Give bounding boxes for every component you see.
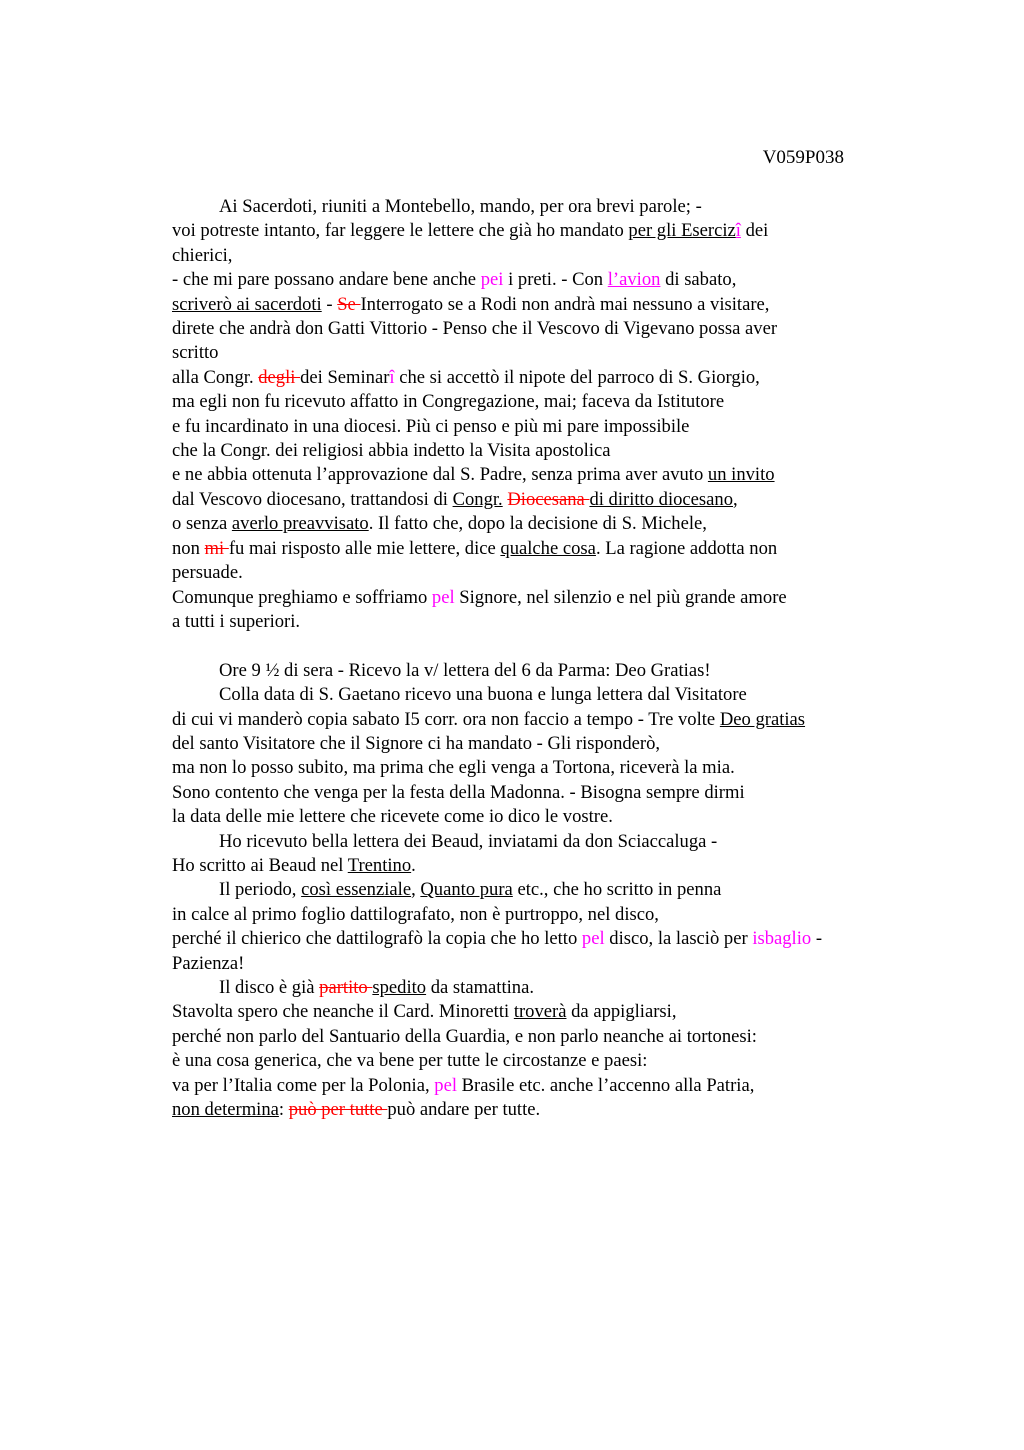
text: etc., che ho scritto in penna xyxy=(512,879,722,901)
text-line xyxy=(172,512,932,536)
text: Stavolta spero che neanche il Card. Minoretti xyxy=(172,1001,514,1023)
text-line xyxy=(172,756,932,780)
text: Ore 9 ½ di sera - Ricevo la v/ lettera del 6 da Parma: Deo Gratias! xyxy=(219,659,711,681)
text: : xyxy=(278,1099,289,1121)
text: perché il chierico che dattilografò la copia che ho letto xyxy=(172,928,582,950)
text-line xyxy=(172,878,932,902)
text: Il disco è già xyxy=(219,976,320,998)
text: Ho ricevuto bella lettera dei Beaud, inviatami da don Sciaccaluga - xyxy=(219,830,718,852)
text: o senza xyxy=(172,513,232,535)
text-line xyxy=(172,952,932,976)
text: Ho scritto ai Beaud nel xyxy=(172,854,348,876)
text-line xyxy=(172,317,932,341)
text: Signore, nel silenzio e nel più grande amore xyxy=(454,586,787,608)
text: perché non parlo del Santuario della Guardia, e non parlo neanche ai tortonesi: xyxy=(172,1025,757,1047)
underlined-text: Quanto pura xyxy=(420,879,513,901)
correction-text: pel xyxy=(431,586,455,608)
text-line xyxy=(172,830,932,854)
deleted-text: può per tutte xyxy=(288,1099,388,1121)
text: del santo Visitatore che il Signore ci ha mandato - Gli risponderò, xyxy=(172,732,661,754)
text: di sabato, xyxy=(660,269,737,291)
text: scritto xyxy=(172,342,219,364)
text: dal Vescovo diocesano, trattandosi di xyxy=(172,488,453,510)
text: - xyxy=(811,928,823,950)
text-line xyxy=(172,293,932,317)
correction-text: î xyxy=(735,220,741,242)
correction-text: pel xyxy=(434,1074,457,1096)
text: è una cosa generica, che va bene per tutte le circostanze e paesi: xyxy=(172,1050,648,1072)
paragraph-gap xyxy=(172,634,932,658)
correction-text: l’avion xyxy=(607,269,661,291)
text: e ne abbia ottenuta l’approvazione dal S. Padre, senza prima aver avuto xyxy=(172,464,708,486)
text: - che mi pare possano andare bene anche xyxy=(172,269,481,291)
text-line xyxy=(172,439,932,463)
deleted-text: mi xyxy=(204,537,229,559)
text: alla Congr. xyxy=(172,366,259,388)
underlined-text: averlo preavvisato xyxy=(231,513,369,535)
text: Sono contento che venga per la festa della Madonna. - Bisogna sempre dirmi xyxy=(172,781,745,803)
text: . xyxy=(411,854,416,876)
text: disco, la lasciò per xyxy=(604,928,753,950)
text: . La ragione addotta non xyxy=(595,537,778,559)
text: da stamattina. xyxy=(426,976,534,998)
underlined-text: così essenziale xyxy=(301,879,412,901)
text-line xyxy=(172,268,932,292)
text-line xyxy=(172,1074,932,1098)
text: Comunque preghiamo e soffriamo xyxy=(172,586,432,608)
text-line xyxy=(172,463,932,487)
text-line xyxy=(172,415,932,439)
deleted-text: Se xyxy=(337,293,361,315)
text: . Il fatto che, dopo la decisione di S. Michele, xyxy=(368,513,707,535)
text: Ai Sacerdoti, riuniti a Montebello, mando, per ora brevi parole; - xyxy=(219,196,702,217)
text-line xyxy=(172,903,932,927)
text-line xyxy=(172,732,932,756)
text: fu mai risposto alle mie lettere, dice xyxy=(228,537,501,559)
underlined-text: qualche cosa xyxy=(500,537,596,559)
text: chierici, xyxy=(172,244,233,266)
underlined-text: per gli Eserciz xyxy=(628,220,736,242)
text: Pazienza! xyxy=(172,952,245,974)
text-line xyxy=(172,805,932,829)
correction-text: pei xyxy=(480,269,504,291)
underlined-text: di diritto diocesano xyxy=(589,488,733,510)
underlined-text: un invito xyxy=(707,464,775,486)
deleted-text: partito xyxy=(319,976,373,998)
text-line xyxy=(172,586,932,610)
text: ma non lo posso subito, ma prima che egli venga a Tortona, riceverà la mia. xyxy=(172,757,735,779)
underlined-text: Congr. xyxy=(452,488,503,510)
text: e fu incardinato in una diocesi. Più ci penso e più mi pare impossibile xyxy=(172,415,690,437)
text: voi potreste intanto, far leggere le lettere che già ho mandato xyxy=(172,220,629,242)
text: da appigliarsi, xyxy=(566,1001,677,1023)
text-line xyxy=(172,781,932,805)
text: di cui vi manderò copia sabato I5 corr. ora non faccio a tempo - Tre volte xyxy=(172,708,720,730)
text: persuade. xyxy=(172,562,243,584)
text-line xyxy=(172,341,932,365)
text-line xyxy=(172,976,932,1000)
text-line xyxy=(172,1025,932,1049)
text: Il periodo, xyxy=(219,879,302,901)
text-line xyxy=(172,244,932,268)
text-line xyxy=(172,610,932,634)
page-id: V059P038 xyxy=(762,147,844,168)
text-line xyxy=(172,195,932,219)
text: Colla data di S. Gaetano ricevo una buona e lunga lettera dal Visitatore xyxy=(219,684,747,706)
text-line xyxy=(172,537,932,561)
text-line xyxy=(172,390,932,414)
text-line xyxy=(172,1098,932,1122)
text: non xyxy=(172,537,205,559)
underlined-text: scriverò ai sacerdoti xyxy=(172,293,322,315)
underlined-text: troverà xyxy=(513,1001,567,1023)
text: la data delle mie lettere che ricevete come io dico le vostre. xyxy=(172,806,613,828)
text-line xyxy=(172,561,932,585)
text: che si accettò il nipote del parroco di S. Giorgio, xyxy=(394,366,760,388)
text-line xyxy=(172,366,932,390)
text-line xyxy=(172,708,932,732)
text: dei xyxy=(740,220,769,242)
text-line xyxy=(172,683,932,707)
underlined-text: non determina xyxy=(172,1099,279,1121)
deleted-text: Diocesana xyxy=(507,488,590,510)
text: dei Seminar xyxy=(300,366,390,388)
text: direte che andrà don Gatti Vittorio - Penso che il Vescovo di Vigevano possa aver xyxy=(172,318,778,340)
deleted-text: degli xyxy=(258,366,301,388)
text-line xyxy=(172,1000,932,1024)
underlined-text: spedito xyxy=(372,976,427,998)
text: , xyxy=(411,879,421,901)
correction-text: isbaglio xyxy=(752,928,812,950)
text: ma egli non fu ricevuto affatto in Congregazione, mai; faceva da Istitutore xyxy=(172,391,725,413)
text-line xyxy=(172,854,932,878)
text: va per l’Italia come per la Polonia, xyxy=(172,1074,435,1096)
text: i preti. - Con xyxy=(503,269,608,291)
text: che la Congr. dei religiosi abbia indetto la Visita apostolica xyxy=(172,440,611,462)
text-line xyxy=(172,1049,932,1073)
text: - xyxy=(321,293,338,315)
correction-text: pel xyxy=(581,928,605,950)
text: Brasile etc. anche l’accenno alla Patria, xyxy=(457,1074,755,1096)
correction-text: î xyxy=(389,366,395,388)
text-line xyxy=(172,927,932,951)
text-line xyxy=(172,488,932,512)
text-line xyxy=(172,659,932,683)
text: , xyxy=(733,488,738,510)
text: in calce al primo foglio dattilografato, non è purtroppo, nel disco, xyxy=(172,903,659,925)
underlined-text: Deo gratias xyxy=(719,708,806,730)
text: può andare per tutte. xyxy=(387,1099,541,1121)
text: a tutti i superiori. xyxy=(172,610,301,632)
text: Interrogato se a Rodi non andrà mai nessuno a visitare, xyxy=(360,293,770,315)
letter-body xyxy=(172,195,932,1122)
text-line xyxy=(172,219,932,243)
underlined-text: Trentino xyxy=(347,854,412,876)
